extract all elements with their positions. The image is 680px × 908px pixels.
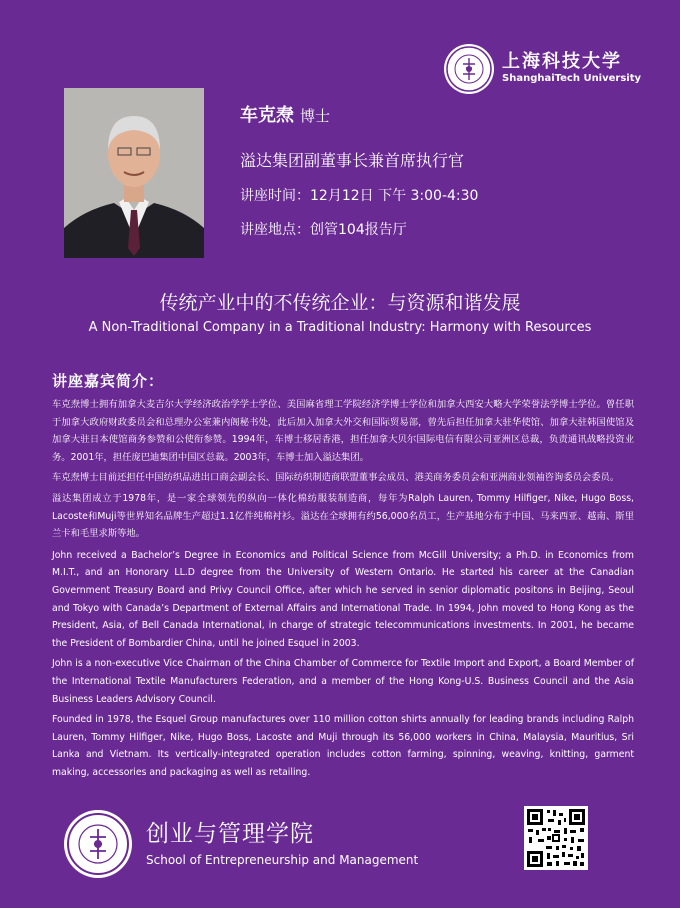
bio-heading: 讲座嘉宾简介： bbox=[52, 372, 165, 390]
speaker-honorific: 博士 bbox=[300, 107, 331, 125]
speaker-name: 车克焘 bbox=[240, 105, 294, 126]
bio-cn-paragraph: 溢达集团成立于1978年，是一家全球领先的纵向一体化棉纺服装制造商，每年为Ralph Lauren, Tommy Hilfiger, Nike, Hugo Boss, Lacoste和Muji等世界知名品牌生产超过1.1亿件纯棉衬衫。溢达在全球拥有约56,000名员工，生产基地分布于中国、马来西亚、越南、斯里兰卡和毛里求斯等地。 bbox=[52, 492, 634, 540]
talk-title-en: A Non-Traditional Company in a Traditional Industry: Harmony with Resources bbox=[88, 320, 592, 335]
speaker-position: 溢达集团副董事长兼首席执行官 bbox=[240, 151, 465, 170]
bio-en-paragraph: Founded in 1978, the Esquel Group manufactures over 110 million cotton shirts annually for leading brands including Ralph Lauren, Tommy Hilfiger, Nike, Hugo Boss, Lacoste and Muji through its 56,000 workers in China, Malaysia, Mauritius, Sri Lanka and Vietnam. Its vertically-integrated operation includes cotton farming, spinning, weaving, knitting, garment making, accessories and packaging as well as retailing. bbox=[52, 714, 634, 778]
university-seal-icon bbox=[444, 44, 494, 94]
school-seal-icon bbox=[64, 810, 132, 878]
lecture-time: 讲座时间：12月12日 下午 3:00-4:30 bbox=[240, 188, 479, 204]
school-name-cn: 创业与管理学院 bbox=[146, 821, 314, 847]
bio-en-paragraph: John received a Bachelor’s Degree in Economics and Political Science from McGill University; a Ph.D. in Economics from M.I.T., and an Honorary LL.D degree from the University of Western Ontario. He started his career at the Canadian Government Treasury Board and Privy Council Office, after which he served in senior diplomatic positons in Beijing, Seoul and Tokyo with Canada’s Department of External Affairs and International Trade. In 1994, John moved to Hong Kong as the President, Asia, of Bell Canada International, in charge of strategic telecommunications investments. In 2001, he became the President of Bombardier China, until he joined Esquel in 2003. bbox=[52, 549, 634, 649]
qr-code-icon bbox=[524, 806, 588, 870]
speaker-info bbox=[240, 104, 478, 240]
university-name-en: ShanghaiTech University bbox=[502, 73, 642, 84]
university-logo bbox=[444, 44, 641, 94]
bio-cn-paragraph: 车克焘博士目前还担任中国纺织品进出口商会副会长、国际纺织制造商联盟董事会成员、港美商务委员会和亚洲商业领袖咨询委员会委员。 bbox=[52, 472, 620, 484]
school-name-en: School of Entrepreneurship and Management bbox=[146, 853, 419, 867]
bio-cn-paragraph: 车克焘博士拥有加拿大麦吉尔大学经济政治学学士学位、美国麻省理工学院经济学博士学位和加拿大西安大略大学荣誉法学博士学位。曾任职于加拿大政府财政委员会和总理办公室兼内阁秘书处，此后加入加拿大外交和国际贸易部，曾先后担任加拿大驻华使馆、加拿大驻韩国使馆及加拿大驻日本使馆商务参赞和公使衔参赞。1994年，车博士移居香港，担任加拿大贝尔国际电信有限公司亚洲区总裁，负责通讯战略投资业务。2001年，担任庞巴迪集团中国区总裁。2003年，车博士加入溢达集团。 bbox=[52, 399, 634, 463]
speaker-name-row bbox=[240, 104, 478, 128]
talk-title-cn: 传统产业中的不传统企业：与资源和谐发展 bbox=[159, 292, 521, 314]
bio-en-paragraph: John is a non-executive Vice Chairman of the China Chamber of Commerce for Textile Import and Export, a Board Member of the International Textile Manufacturers Federation, and a member of the Hong Kong-U.S. Business Council and the Asia Business Leaders Advisory Council. bbox=[52, 658, 634, 705]
university-name-cn: 上海科技大学 bbox=[502, 51, 622, 72]
school-logo bbox=[64, 810, 418, 878]
speaker-photo bbox=[64, 88, 204, 258]
lecture-location: 讲座地点：创管104报告厅 bbox=[240, 222, 407, 238]
bio-section bbox=[52, 396, 634, 784]
